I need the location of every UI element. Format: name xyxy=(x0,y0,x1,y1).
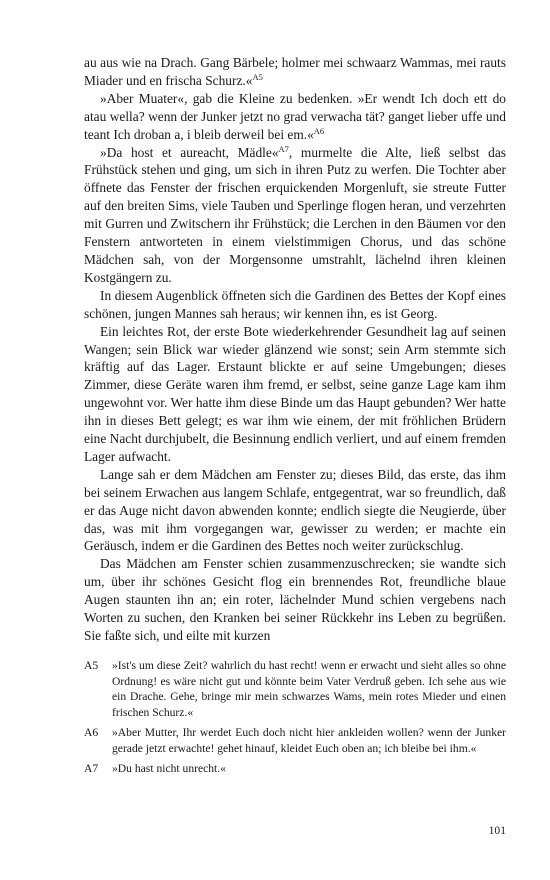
paragraph xyxy=(84,466,506,556)
paragraph-text: Das Mädchen am Fenster schien zusammenzuschrecken; sie wandte sich um, über ihr schönes Gesicht flog ein brennendes Rot, freundliche blaue Augen staunten ihn an; ein roter, lächelnder Mund schien vergebens nach Worten zu suchen, den Kranken bei seiner Rückkehr ins Leben zu begrüßen. Sie faßte sich, und eilte mit kurzen xyxy=(84,556,506,643)
footnote xyxy=(84,658,506,720)
footnote-text: »Du hast nicht unrecht.« xyxy=(112,762,226,776)
footnote-ref: A6 xyxy=(313,125,325,136)
footnote-label: A6 xyxy=(84,726,99,740)
paragraph xyxy=(84,323,506,466)
book-page xyxy=(84,54,506,782)
footnotes xyxy=(84,658,506,777)
footnote-ref: A5 xyxy=(252,71,263,82)
footnote xyxy=(84,761,506,777)
footnote-label: A7 xyxy=(84,762,99,776)
footnote-label: A5 xyxy=(84,658,99,672)
paragraph-text: »Aber Muater«, gab die Kleine zu bedenken. »Er wendt Ich doch ett do atau wella? wenn der Junker jetzt no grad verwacha tät? ganget lieber uffe und teant Ich droban a, i bleib derweil bei em.« xyxy=(84,90,506,142)
footnote-ref: A7 xyxy=(278,143,289,154)
footnote xyxy=(84,725,506,756)
paragraph xyxy=(84,54,506,90)
paragraph-text: »Da host et aureacht, Mädle« xyxy=(100,144,279,160)
paragraph-text: au aus wie na Drach. Gang Bärbele; holmer mei schwaarz Wammas, mei rauts Miader und en frischa Schurz.« xyxy=(84,55,506,88)
paragraph xyxy=(84,287,506,323)
paragraph-text: In diesem Augenblick öffneten sich die Gardinen des Bettes der Kopf eines schönen, jungen Mannes sah heraus; wir kennen ihn, es ist Georg. xyxy=(84,287,506,321)
paragraph-text: Lange sah er dem Mädchen am Fenster zu; dieses Bild, das erste, das ihm bei seinem Erwachen aus langem Schlafe, entgegentrat, war so freundlich, daß er das Auge nicht davon abwenden konnte; endlich siegte die Neugierde, über das, was mit ihm vorgegangen war, gewisser zu werden; er machte ein Geräusch, indem er die Gardinen des Bettes noch weiter zurückschlug. xyxy=(84,466,506,554)
footnote-text: »Ist's um diese Zeit? wahrlich du hast recht! wenn er erwacht und sieht alles so ohne Ordnung! es wäre nicht gut und könnte beim Vater Verdruß geben. Ich sehe aus wie ein Drache. Gehe, bringe mir mein schwarzes Wams, mein rotes Mieder und einen frischen Schurz.« xyxy=(112,658,506,719)
page-number: 101 xyxy=(488,824,506,837)
main-text xyxy=(84,54,506,645)
paragraph xyxy=(84,555,506,645)
paragraph-text: , murmelte die Alte, ließ selbst das Frühstück stehen und ging, um sich in ihren Putz zu werfen. Die Tochter aber öffnete das Fenster der frischen erquickenden Morgenluft, sie streute Futter auf den breiten Sims, viele Tauben und Sperlinge flogen heran, und verzehrten mit Gurren und Zwitschern ihr Frühstück; die Lerchen in den Bäumen vor den Fenstern antworteten in einem vielstimmigen Chorus, und das schöne Mädchen sah, von der Morgensonne umstrahlt, lächelnd ihren kleinen Kostgängern zu. xyxy=(84,144,506,285)
paragraph xyxy=(84,144,506,287)
paragraph-text: Ein leichtes Rot, der erste Bote wiederkehrender Gesundheit lag auf seinen Wangen; sein Blick war wieder glänzend wie sonst; sein Arm stemmte sich kräftig auf das Lager. Erstaunt blickte er auf seine Umgebungen; dieses Zimmer, diese Geräte waren ihm fremd, er selbst, seine ganze Lage kam ihm ungewohnt vor. Wer hatte ihm diese Binde um das Haupt gebunden? Wer hatte ihn in dieses Bett gelegt; es war ihm wie einem, der mit fröhlichen Brüdern eine Nacht durchjubelt, die Besinnung endlich verliert, und auf einem fremden Lager aufwacht. xyxy=(84,323,506,464)
paragraph xyxy=(84,90,506,144)
footnote-text: »Aber Mutter, Ihr werdet Euch doch nicht hier ankleiden wollen? wenn der Junker gerade jetzt erwachte! gehet hinauf, kleidet Euch oben an; ich bleibe bei ihm.« xyxy=(112,726,506,755)
